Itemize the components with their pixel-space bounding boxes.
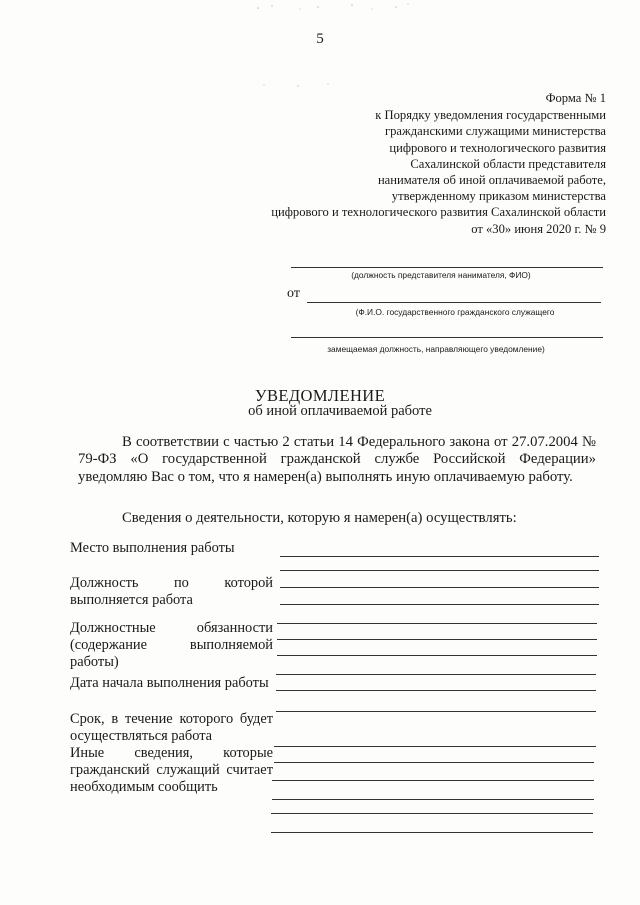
field-other-info-label: Иные сведения, которые гражданский служащий считает необходимым сообщить xyxy=(70,745,273,795)
header-line: к Порядку уведомления государственными xyxy=(375,108,606,123)
info-heading: Сведения о деятельности, которую я намерен(а) осуществлять: xyxy=(122,510,517,526)
addressee-position-caption: (должность представителя нанимателя, ФИО) xyxy=(351,270,531,280)
document-title: УВЕДОМЛЕНИЕ xyxy=(254,386,386,405)
header-line: цифрового и технологического развития xyxy=(389,140,606,155)
field-duties-label: Должностные обязанности (содержание выполняемой работы) xyxy=(70,620,273,670)
body-paragraph: В соответствии с частью 2 статьи 14 Федерального закона от 27.07.2004 № 79-ФЗ «О государственной гражданской службе Российской Федерации» уведомляю Вас о том, что я намерен(а) выполнять иную оплачиваемую работу. xyxy=(78,434,596,485)
field-work-place-label: Место выполнения работы xyxy=(70,540,235,556)
header-line: Форма № 1 xyxy=(545,91,606,105)
document-subtitle: об иной оплачиваемой работе xyxy=(248,403,432,419)
sender-position-caption: замещаемая должность, направляющего уведомление) xyxy=(327,344,545,354)
header-line: утвержденному приказом министерства xyxy=(391,189,606,204)
header-line: нанимателя об иной оплачиваемой работе, xyxy=(377,173,606,188)
field-term-label: Срок, в течение которого будет осуществляться работа xyxy=(70,711,273,744)
header-line: гражданскими служащими министерства xyxy=(384,124,606,139)
header-line: цифрового и технологического развития Сахалинской области xyxy=(271,205,606,220)
from-label: от xyxy=(287,286,300,301)
sender-name-caption: (Ф.И.О. государственного гражданского служащего xyxy=(355,307,555,317)
field-start-date-label: Дата начала выполнения работы xyxy=(70,675,269,691)
header-line: Сахалинской области представителя xyxy=(410,156,606,171)
field-position-label: Должность по которой выполняется работа xyxy=(70,575,273,608)
header-line: от «30» июня 2020 г. № 9 xyxy=(471,221,606,236)
page-number: 5 xyxy=(316,31,324,47)
